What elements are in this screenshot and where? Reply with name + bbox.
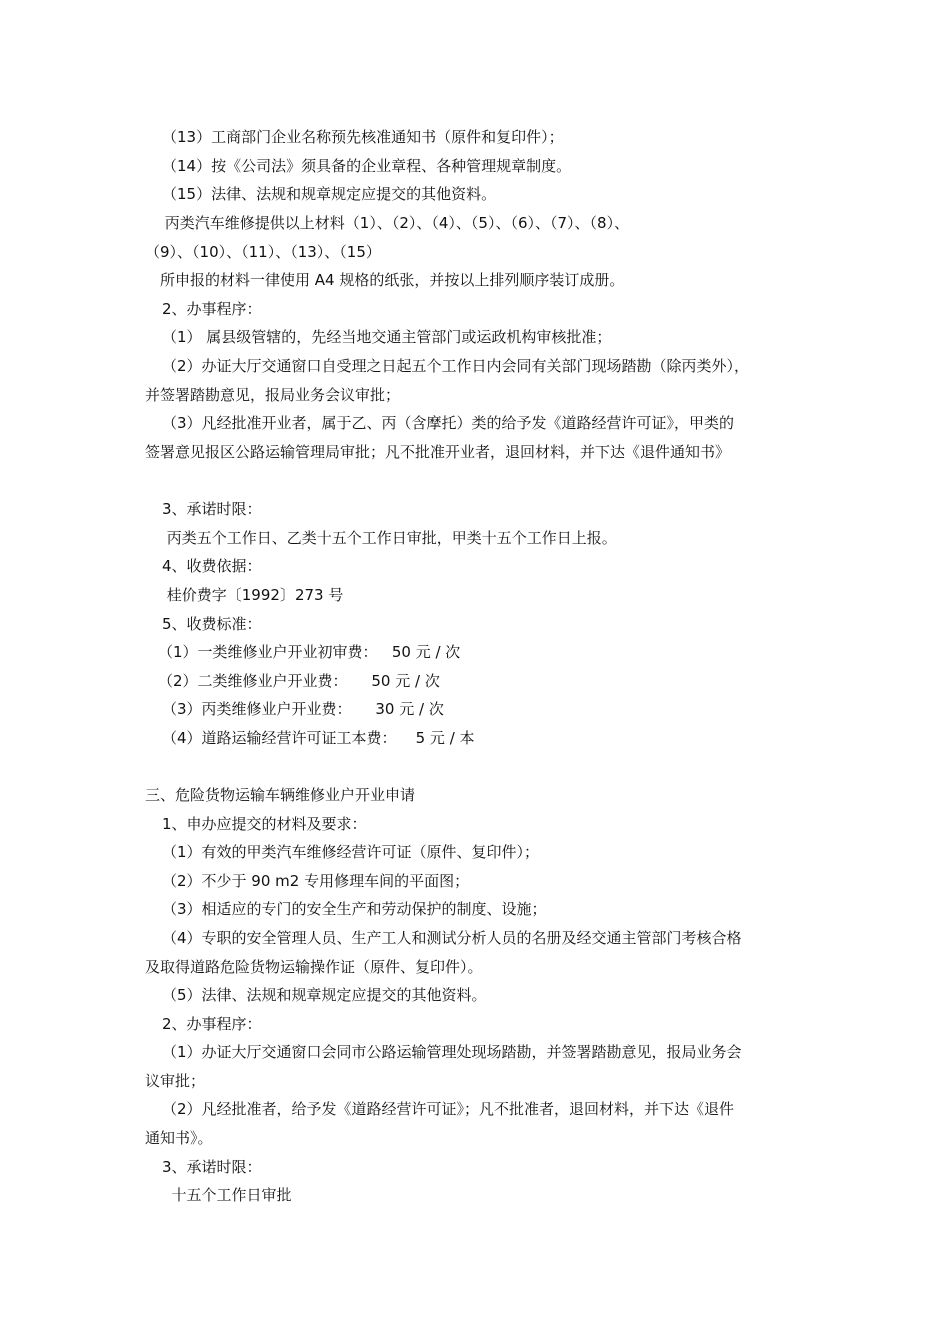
section-heading: 2、办事程序： [162,300,262,318]
chapter-heading: 三、危险货物运输车辆维修业户开业申请 [145,786,416,804]
text-line: （3）凡经批准开业者，属于乙、丙（含摩托）类的给予发《道路经营许可证》，甲类的 [162,414,735,432]
text-line: （9）、（10）、（11）、（13）、（15） [145,243,381,261]
text-line: （4）专职的安全管理人员、生产工人和测试分析人员的名册及经交通主管部门考核合格 [162,929,742,947]
text-line: （3）相适应的专门的安全生产和劳动保护的制度、设施； [162,900,547,918]
text-line: 十五个工作日审批 [162,1186,292,1204]
text-line: （1） 属县级管辖的，先经当地交通主管部门或运政机构审核批准； [162,328,612,346]
section-heading: 3、承诺时限： [162,1158,262,1176]
text-line: （1）有效的甲类汽车维修经营许可证（原件、复印件）； [162,843,540,861]
text-line: 丙类五个工作日、乙类十五个工作日审批，甲类十五个工作日上报。 [162,529,617,547]
text-line: 所申报的材料一律使用 A4 规格的纸张，并按以上排列顺序装订成册。 [160,271,625,289]
text-line: （15）法律、法规和规章规定应提交的其他资料。 [162,185,497,203]
text-line: 桂价费字〔1992〕273 号 [162,586,344,604]
text-line: （2）凡经批准者，给予发《道路经营许可证》；凡不批准者，退回材料，并下达《退件 [162,1100,735,1118]
text-line: （14）按《公司法》须具备的企业章程、各种管理规章制度。 [162,157,572,175]
text-line: 签署意见报区公路运输管理局审批；凡不批准开业者，退回材料，并下达《退件通知书》 [145,443,731,461]
text-line: 及取得道路危险货物运输操作证（原件、复印件）。 [145,958,483,976]
section-heading: 4、收费依据： [162,557,262,575]
fee-item: （3）丙类维修业户开业费： 30 元 / 次 [162,700,444,718]
fee-item: （4）道路运输经营许可证工本费： 5 元 / 本 [162,729,475,747]
text-line: （5）法律、法规和规章规定应提交的其他资料。 [162,986,487,1004]
fee-item: （2）二类维修业户开业费： 50 元 / 次 [158,672,440,690]
section-heading: 1、申办应提交的材料及要求： [162,815,367,833]
text-line: 议审批； [145,1072,206,1090]
section-heading: 2、办事程序： [162,1015,262,1033]
text-line: （13）工商部门企业名称预先核准通知书（原件和复印件）； [162,128,564,146]
text-line: 通知书》。 [145,1129,213,1147]
text-line: 并签署踏勘意见，报局业务会议审批； [145,386,401,404]
fee-item: （1）一类维修业户开业初审费： 50 元 / 次 [158,643,461,661]
text-line: 丙类汽车维修提供以上材料（1）、（2）、（4）、（5）、（6）、（7）、（8）、 [160,214,630,232]
section-heading: 5、收费标准： [162,615,262,633]
text-line: （1）办证大厅交通窗口会同市公路运输管理处现场踏勘，并签署踏勘意见，报局业务会 [162,1043,742,1061]
text-line: （2）办证大厅交通窗口自受理之日起五个工作日内会同有关部门现场踏勘（除丙类外）， [162,357,750,375]
section-heading: 3、承诺时限： [162,500,262,518]
text-line: （2）不少于 90 m2 专用修理车间的平面图； [162,872,470,890]
